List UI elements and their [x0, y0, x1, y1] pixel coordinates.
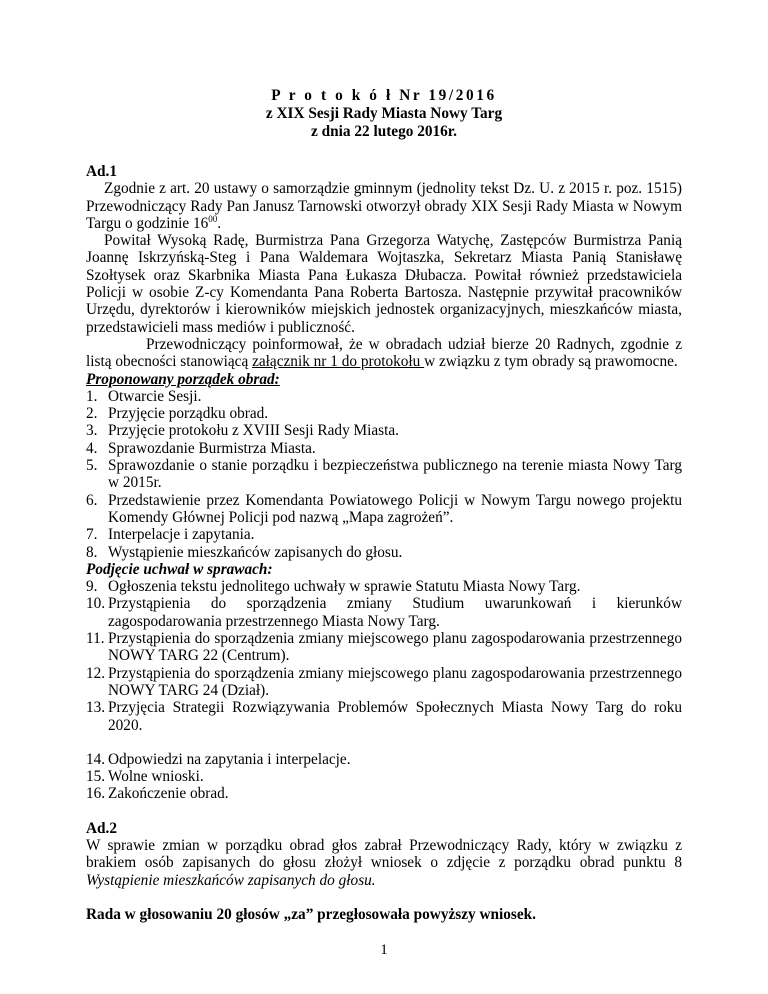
list-item: 15. Wolne wnioski. [86, 768, 204, 786]
list-item: 14. Odpowiedzi na zapytania i interpelacje. [86, 750, 351, 768]
title-line-2: z XIX Sesji Rady Miasta Nowy Targ [265, 105, 503, 122]
title-line-1: P r o t o k ó ł Nr 19/2016 [271, 87, 497, 104]
list-item: 8. Wystąpienie mieszkańców zapisanych do głosu. [86, 543, 403, 561]
list-item: 4. Sprawozdanie Burmistrza Miasta. [86, 439, 316, 457]
ad1-paragraph-3: Przewodniczący poinformował, że w obradach udział bierze 20 Radnych, zgodnie z listą obecności stanowiącą załącznik nr 1 do protokołu w związku z tym obrady są prawomocne. [86, 335, 682, 371]
list-item: 16. Zakończenie obrad. [86, 785, 229, 803]
list-item: 1. Otwarcie Sesji. [86, 387, 202, 405]
ad1-paragraph-2: Powitał Wysoką Radę, Burmistrza Pana Grzegorza Watychę, Zastępców Burmistrza Panią Joannę Iskrzyńską-Steg i Pana Waldemara Wojtaszka, Sekretarz Miasta Panią Stanisławę Szołtysek oraz Skarbnika Miasta Pana Łukasza Dłubacza. Powitał również przedstawiciela Policji w osobie Z-cy Komendanta Pana Roberta Bartosza. Następnie przywitał pracowników Urzędu, dyrektorów i kierowników miejskich jednostek organizacyjnych, mieszkańców miasta, przedstawicieli mass mediów i publiczność. [86, 232, 682, 336]
ad1-paragraph-1: Zgodnie z art. 20 ustawy o samorządzie gminnym (jednolity tekst Dz. U. z 2015 r. poz. 1515) Przewodniczący Rady Pan Janusz Tarnowski otworzył obrady XIX Sesji Rady Miasta w Nowym Targu o godzinie $16^{00}$. [86, 180, 682, 232]
list-item: 12. Przystąpienia do sporządzenia zmiany miejscowego planu zagospodarowania przestrzennego NOWY TARG 24 (Dział). [86, 664, 682, 699]
ad2-paragraph: W sprawie zmian w porządku obrad głos zabrał Przewodniczący Rady, który w związku z brakiem osób zapisanych do głosu złożył wniosek o zdjęcie z porządku obrad punktu 8 Wystąpienie mieszkańców zapisanych do głosu. [86, 836, 682, 889]
attachment-reference: załącznik nr 1 do protokołu [252, 353, 425, 371]
title-line-3: z dnia 22 lutego 2016r. [310, 123, 458, 140]
closing-items-list [86, 751, 682, 803]
resolutions-heading: Podjęcie uchwał w sprawach: [86, 560, 273, 578]
list-item: 10. Przystąpienia do sporządzenia zmiany Studium uwarunkowań i kierunków zagospodarowania przestrzennego Miasta Nowy Targ. [86, 595, 682, 630]
document-page [86, 87, 682, 923]
page-number: 1 [380, 942, 388, 958]
list-item: 9. Ogłoszenia tekstu jednolitego uchwały w sprawie Statutu Miasta Nowy Targ. [86, 578, 581, 596]
ad2-heading: Ad.2 [86, 819, 118, 837]
ad1-heading: Ad.1 [86, 163, 118, 180]
list-item: 3. Przyjęcie protokołu z XVIII Sesji Rady Miasta. [86, 422, 399, 440]
list-item: 13. Przyjęcia Strategii Rozwiązywania Problemów Społecznych Miasta Nowy Targ do roku 2020. [86, 699, 682, 734]
list-item: 11. Przystąpienia do sporządzenia zmiany miejscowego planu zagospodarowania przestrzennego NOWY TARG 22 (Centrum). [86, 630, 682, 665]
agenda-heading: Proponowany porządek obrad: [86, 370, 280, 388]
list-item: 5. Sprawozdanie o stanie porządku i bezpieczeństwa publicznego na terenie miasta Nowy Targ w 2015r. [86, 457, 682, 492]
resolutions-list [86, 578, 682, 734]
list-item: 7. Interpelacje i zapytania. [86, 526, 255, 544]
document-title [86, 87, 682, 141]
list-item: 6. Przedstawienie przez Komendanta Powiatowego Policji w Nowym Targu nowego projektu Komendy Głównej Policji pod nazwą „Mapa zagrożeń”. [86, 491, 682, 526]
vote-result: Rada w głosowaniu 20 głosów „za” przegłosowała powyższy wniosek. [86, 905, 537, 923]
list-item: 2. Przyjęcie porządku obrad. [86, 405, 269, 423]
agenda-list [86, 388, 682, 561]
